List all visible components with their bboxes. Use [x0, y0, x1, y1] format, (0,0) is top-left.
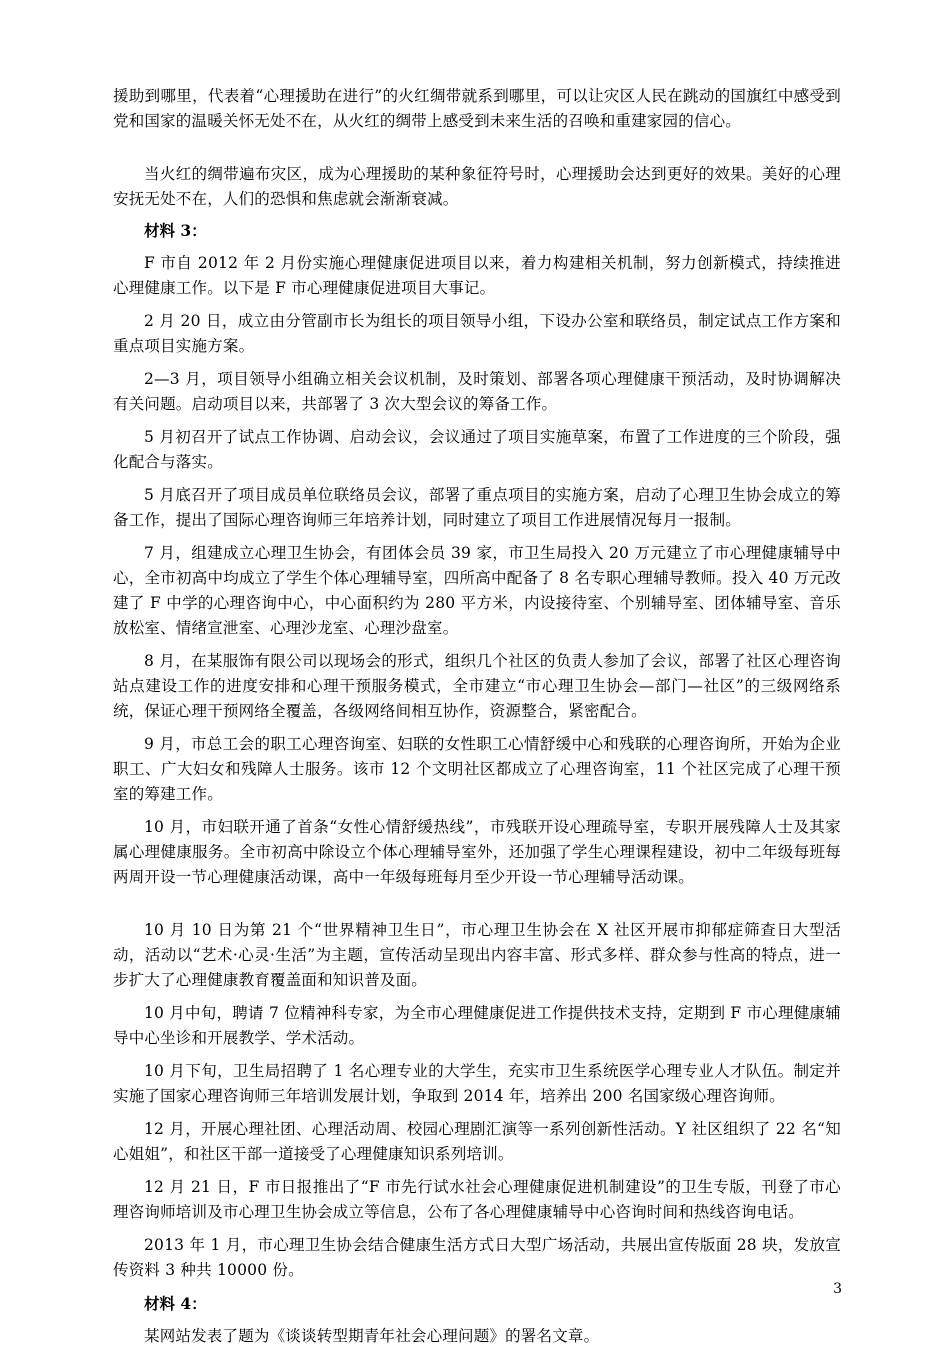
material-3-paragraph-6: 7 月，组建成立心理卫生协会，有团体会员 39 家，市卫生局投入 20 万元建立了市心理健康辅导中心，全市初高中均成立了学生个体心理辅导室，四所高中配备了 8 名专职心理辅导教师。投入 40 万元改建了 F 中学的心理咨询中心，中心面积约为 280 平方米，内设接待室、个别辅导室、团体辅导室、音乐放松室、情绪宣泄室、心理沙龙室、心理沙盘室。	[113, 544, 841, 637]
material-3-paragraph-2: 2 月 20 日，成立由分管副市长为组长的项目领导小组，下设办公室和联络员，制定试点工作方案和重点项目实施方案。	[113, 312, 841, 355]
material-3-paragraph-12: 10 月下旬，卫生局招聘了 1 名心理专业的大学生，充实市卫生系统医学心理专业人才队伍。制定并实施了国家心理咨询师三年培训发展计划，争取到 2014 年，培养出 200 名国家级心理咨询师。	[113, 1062, 841, 1105]
document-body	[113, 84, 841, 1349]
material-3-paragraph-5: 5 月底召开了项目成员单位联络员会议，部署了重点项目的实施方案，启动了心理卫生协会成立的筹备工作，提出了国际心理咨询师三年培养计划，同时建立了项目工作进展情况每月一报制。	[113, 486, 841, 529]
material-4-paragraph-1: 某网站发表了题为《谈谈转型期青年社会心理问题》的署名文章。	[144, 1327, 600, 1345]
intro-paragraph-2: 当火红的绸带遍布灾区，成为心理援助的某种象征符号时，心理援助会达到更好的效果。美好的心理安抚无处不在，人们的恐惧和焦虑就会渐渐衰减。	[113, 165, 841, 208]
material-3-paragraph-7: 8 月，在某服饰有限公司以现场会的形式，组织几个社区的负责人参加了会议，部署了社区心理咨询站点建设工作的进度安排和心理干预服务模式，全市建立“市心理卫生协会—部门—社区”的三级网络系统，保证心理干预网络全覆盖，各级网络间相互协作，资源整合，紧密配合。	[113, 652, 841, 720]
material-3-paragraph-4: 5 月初召开了试点工作协调、启动会议，会议通过了项目实施草案，布置了工作进度的三个阶段，强化配合与落实。	[113, 428, 841, 471]
material-3-paragraph-1: F 市自 2012 年 2 月份实施心理健康促进项目以来，着力构建相关机制，努力创新模式，持续推进心理健康工作。以下是 F 市心理健康促进项目大事记。	[113, 254, 841, 297]
material-3-paragraph-14: 12 月 21 日，F 市日报推出了“F 市先行试水社会心理健康促进机制建设”的卫生专版，刊登了市心理咨询师培训及市心理卫生协会成立等信息，公布了各心理健康辅导中心咨询时间和热线咨询电话。	[113, 1178, 841, 1221]
material-3-paragraph-9: 10 月，市妇联开通了首条“女性心情舒缓热线”，市残联开设心理疏导室，专职开展残障人士及其家属心理健康服务。全市初高中除设立个体心理辅导室外，还加强了学生心理课程建设，初中二年级每班每两周开设一节心理健康活动课，高中一年级每班每月至少开设一节心理辅导活动课。	[113, 818, 841, 886]
material-3-paragraph-8: 9 月，市总工会的职工心理咨询室、妇联的女性职工心情舒缓中心和残联的心理咨询所，开始为企业职工、广大妇女和残障人士服务。该市 12 个文明社区都成立了心理咨询室，11 个社区完成了心理干预室的筹建工作。	[113, 735, 841, 803]
material-3-heading: 材料 3：	[144, 221, 207, 240]
page-number: 3	[833, 1281, 842, 1297]
material-3-paragraph-10: 10 月 10 日为第 21 个“世界精神卫生日”，市心理卫生协会在 X 社区开展市抑郁症筛查日大型活动，活动以“艺术·心灵·生活”为主题，宣传活动呈现出内容丰富、形式多样、群众参与性高的特点，进一步扩大了心理健康教育覆盖面和知识普及面。	[113, 921, 841, 989]
material-3-paragraph-3: 2—3 月，项目领导小组确立相关会议机制，及时策划、部署各项心理健康干预活动，及时协调解决有关问题。启动项目以来，共部署了 3 次大型会议的筹备工作。	[113, 370, 841, 413]
material-4-heading: 材料 4：	[144, 1294, 207, 1313]
material-3-paragraph-15: 2013 年 1 月，市心理卫生协会结合健康生活方式日大型广场活动，共展出宣传版面 28 块，发放宣传资料 3 种共 10000 份。	[113, 1236, 841, 1279]
material-3-paragraph-11: 10 月中旬，聘请 7 位精神科专家，为全市心理健康促进工作提供技术支持，定期到 F 市心理健康辅导中心坐诊和开展教学、学术活动。	[113, 1004, 841, 1047]
material-3-paragraph-13: 12 月，开展心理社团、心理活动周、校园心理剧汇演等一系列创新性活动。Y 社区组织了 22 名“知心姐姐”，和社区干部一道接受了心理健康知识系列培训。	[113, 1120, 841, 1163]
intro-paragraph-1: 援助到哪里，代表着“心理援助在进行”的火红绸带就系到哪里，可以让灾区人民在跳动的国旗红中感受到党和国家的温暖关怀无处不在，从火红的绸带上感受到未来生活的召唤和重建家园的信心。	[113, 87, 841, 130]
